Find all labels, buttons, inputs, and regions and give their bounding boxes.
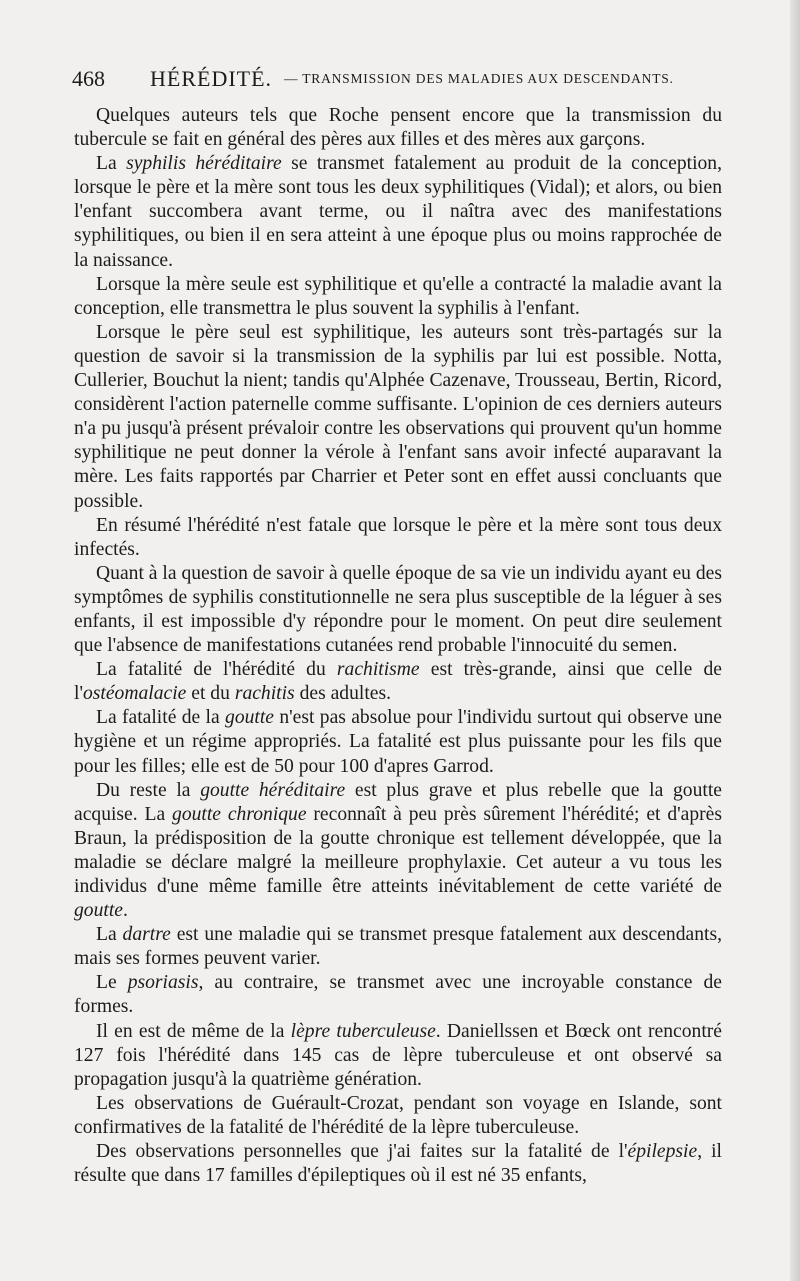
paragraph: La fatalité de la goutte n'est pas absolue pour l'individu surtout qui observe une hygiène et un régime appropriés. La fatalité est plus puissante pour les fils que pour les filles; elle est de 50 pour 100 d'apres Garrod. xyxy=(74,707,722,777)
italic-term: psoriasis xyxy=(127,972,199,994)
paragraph: Quelques auteurs tels que Roche pensent encore que la transmission du tubercule se fait en général des pères aux filles et des mères aux garçons. xyxy=(74,105,722,151)
paragraph: Lorsque la mère seule est syphilitique et qu'elle a contracté la maladie avant la conception, elle transmettra le plus souvent la syphilis à l'enfant. xyxy=(74,273,722,319)
page-edge xyxy=(790,0,800,1281)
italic-term: rachitisme xyxy=(336,659,420,681)
paragraph: Il en est de même de la lèpre tuberculeuse. Daniellssen et Bœck ont rencontré 127 fois l'hérédité dans 145 cas de lèpre tuberculeuse et ont observé sa propagation jusqu'à la quatrième génération. xyxy=(74,1020,722,1090)
page-number: 468 xyxy=(72,66,105,91)
italic-term: goutte chronique xyxy=(172,803,307,825)
paragraph: Les observations de Guérault-Crozat, pendant son voyage en Islande, sont confirmatives de la fatalité de l'hérédité de la lèpre tuberculeuse. xyxy=(74,1092,722,1138)
italic-term: ostéomalacie xyxy=(82,683,187,705)
paragraph: La syphilis héréditaire se transmet fatalement au produit de la conception, lorsque le père et la mère sont tous les deux syphilitiques (Vidal); et alors, ou bien l'enfant succombera avant terme, ou il naîtra avec des manifestations syphilitiques, ou bien il en sera atteint à une époque plus ou moins rapprochée de la naissance. xyxy=(74,153,722,271)
paragraph: Du reste la goutte héréditaire est plus grave et plus rebelle que la goutte acquise. La goutte chronique reconnaît à peu près sûrement l'hérédité; et d'après Braun, la prédisposition de la goutte chronique est tellement développée, que la maladie se déclare malgré la meilleure prophylaxie. Cet auteur a vu tous les individus d'une même famille être atteints inévitablement de cette variété de goutte. xyxy=(74,779,722,922)
paragraph: La fatalité de l'hérédité du rachitisme est très-grande, ainsi que celle de l'ostéomalacie et du rachitis des adultes. xyxy=(74,659,722,705)
running-header xyxy=(72,66,732,96)
body-text xyxy=(74,104,722,1188)
italic-term: épilepsie xyxy=(627,1141,698,1163)
italic-term: rachitis xyxy=(234,683,295,705)
paragraph: En résumé l'hérédité n'est fatale que lorsque le père et la mère sont tous deux infectés. xyxy=(74,514,722,560)
header-title: HÉRÉDITÉ. xyxy=(150,66,273,91)
paragraph: La dartre est une maladie qui se transmet presque fatalement aux descendants, mais ses formes peuvent varier. xyxy=(74,924,722,970)
italic-term: goutte héréditaire xyxy=(200,779,346,801)
italic-term: goutte xyxy=(225,707,275,729)
paragraph: Quant à la question de savoir à quelle époque de sa vie un individu ayant eu des symptômes de syphilis constitutionnelle ne sera plus susceptible de la léguer à ses enfants, il est impossible d'y répondre pour le moment. On peut dire seulement que l'absence de manifestations cutanées rend probable l'innocuité du semen. xyxy=(74,562,722,657)
paragraph: Le psoriasis, au contraire, se transmet avec une incroyable constance de formes. xyxy=(74,972,722,1018)
paragraph: Des observations personnelles que j'ai faites sur la fatalité de l'épilepsie, il résulte que dans 17 familles d'épileptiques où il est né 35 enfants, xyxy=(74,1141,723,1187)
italic-term: dartre xyxy=(122,924,171,946)
paragraph: Lorsque le père seul est syphilitique, les auteurs sont très-partagés sur la question de savoir si la transmission de la syphilis par lui est possible. Notta, Cullerier, Bouchut la nient; tandis qu'Alphée Cazenave, Trousseau, Bertin, Ricord, considèrent l'action paternelle comme suffisante. L'opinion de ces derniers auteurs n'a pu jusqu'à présent prévaloir contre les observations qui prouvent qu'un homme syphilitique ne peut donner la vérole à l'enfant sans avoir infecté auparavant la mère. Les faits rapportés par Charrier et Peter sont en effet aussi concluants que possible. xyxy=(74,321,722,512)
header-subtitle: — TRANSMISSION DES MALADIES AUX DESCENDANTS. xyxy=(284,71,674,86)
italic-term: syphilis héréditaire xyxy=(126,153,282,175)
italic-term: goutte xyxy=(74,900,123,922)
italic-term: lèpre tuberculeuse xyxy=(290,1020,436,1042)
